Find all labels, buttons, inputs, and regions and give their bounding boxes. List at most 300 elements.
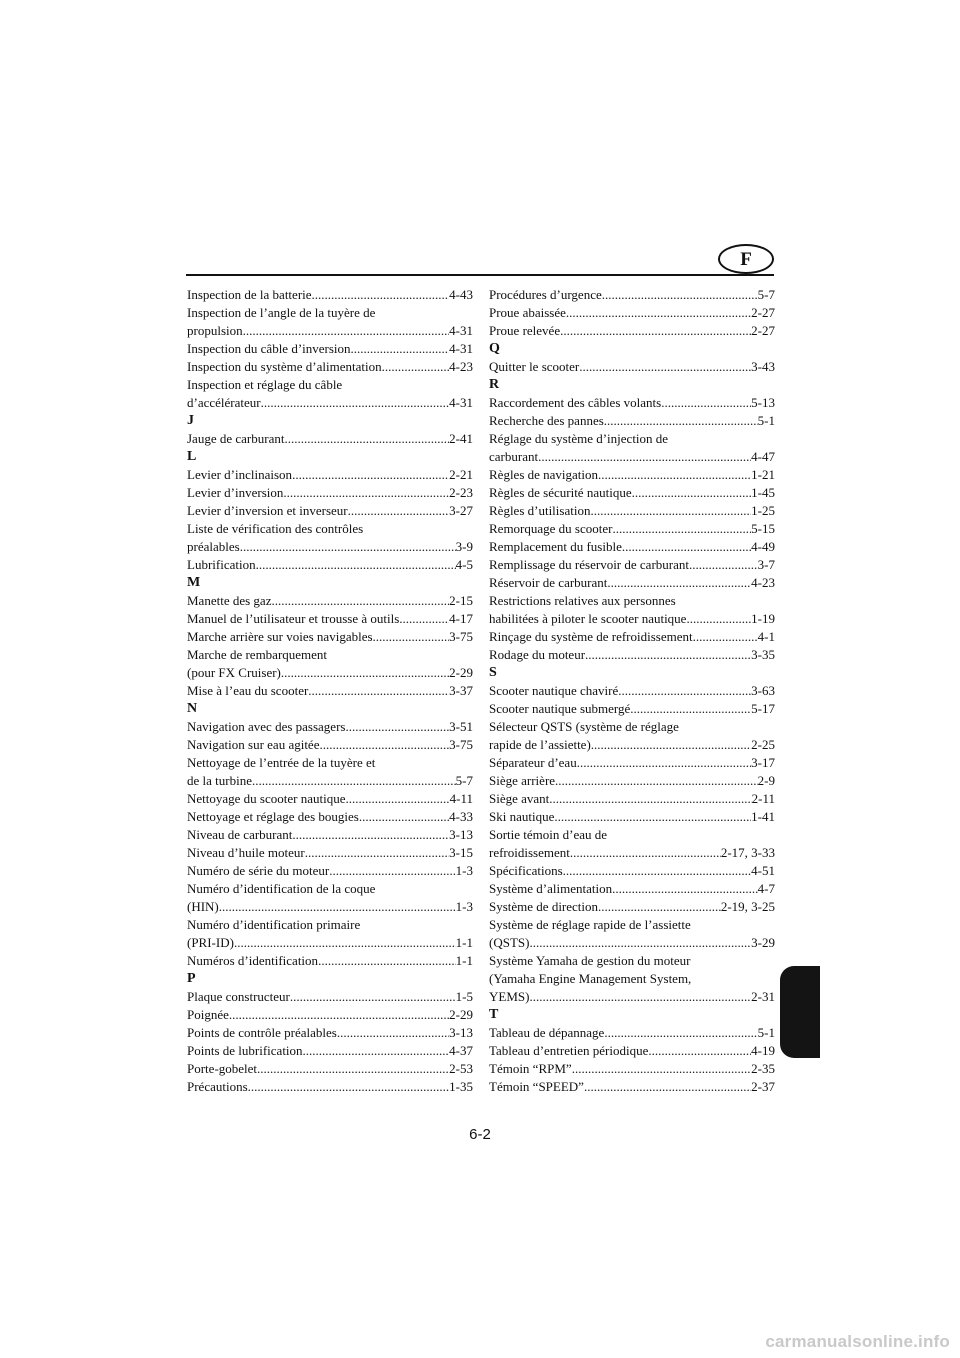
index-entry bbox=[187, 880, 473, 898]
dot-leader bbox=[305, 844, 449, 862]
index-entry-page: 2-9 bbox=[757, 773, 775, 788]
dot-leader bbox=[257, 1060, 449, 1078]
dot-leader bbox=[538, 448, 751, 466]
index-entry bbox=[187, 664, 473, 682]
dot-leader bbox=[256, 556, 456, 574]
index-entry-page: 4-49 bbox=[751, 539, 775, 554]
index-entry-text: Recherche des pannes bbox=[489, 413, 604, 428]
index-entry bbox=[489, 970, 775, 988]
index-entry-page: 1-3 bbox=[455, 899, 473, 914]
index-entry-text: Porte-gobelet bbox=[187, 1061, 258, 1076]
dot-leader bbox=[292, 466, 449, 484]
dot-leader bbox=[554, 808, 751, 826]
index-entry-text: Séparateur d’eau bbox=[489, 755, 577, 770]
dot-leader bbox=[577, 754, 751, 772]
dot-leader bbox=[585, 646, 751, 664]
dot-leader bbox=[243, 322, 450, 340]
index-entry-text: Marche arrière sur voies navigables bbox=[187, 629, 373, 644]
index-entry-page: 3-17 bbox=[751, 755, 775, 770]
index-entry-text: Témoin “SPEED” bbox=[489, 1079, 584, 1094]
dot-leader bbox=[598, 898, 721, 916]
index-letter-heading: L bbox=[187, 449, 197, 464]
index-entry-text: Proue relevée bbox=[489, 323, 561, 338]
dot-leader bbox=[248, 1078, 450, 1096]
index-entry-text: Mise à l’eau du scooter bbox=[187, 683, 309, 698]
dot-leader bbox=[319, 736, 449, 754]
index-entry-page: 2-21 bbox=[449, 467, 473, 482]
index-entry-text: carburant bbox=[489, 449, 539, 464]
index-entry bbox=[489, 772, 775, 790]
index-entry bbox=[187, 1006, 473, 1024]
index-entry-text: Restrictions relatives aux personnes bbox=[489, 593, 676, 608]
index-entry-text: Manette des gaz bbox=[187, 593, 272, 608]
dot-leader bbox=[689, 556, 758, 574]
index-entry-page: 1-25 bbox=[751, 503, 775, 518]
index-entry-page: 4-5 bbox=[455, 557, 473, 572]
index-entry bbox=[489, 628, 775, 646]
index-entry-text: (pour FX Cruiser) bbox=[187, 665, 281, 680]
dot-leader bbox=[252, 772, 456, 790]
index-entry bbox=[489, 826, 775, 844]
index-entry-page: 2-23 bbox=[449, 485, 473, 500]
index-entry-page: 2-27 bbox=[751, 323, 775, 338]
index-entry-text: Navigation sur eau agitée bbox=[187, 737, 320, 752]
index-letter-heading: T bbox=[489, 1007, 499, 1022]
index-entry bbox=[489, 394, 775, 412]
index-entry-page: 2-11 bbox=[751, 791, 775, 806]
dot-leader bbox=[560, 322, 751, 340]
index-entry-page: 3-35 bbox=[751, 647, 775, 662]
index-entry-text: (Yamaha Engine Management System, bbox=[489, 971, 692, 986]
index-entry bbox=[489, 412, 775, 430]
index-entry-page: 2-15 bbox=[449, 593, 473, 608]
index-entry bbox=[489, 682, 775, 700]
index-entry-page: 3-43 bbox=[751, 359, 775, 374]
index-entry bbox=[489, 538, 775, 556]
index-entry-page: 3-27 bbox=[449, 503, 473, 518]
index-entry-page: 4-11 bbox=[449, 791, 473, 806]
dot-leader bbox=[591, 736, 751, 754]
index-entry-text: Rinçage du système de refroidissement bbox=[489, 629, 693, 644]
index-entry bbox=[489, 592, 775, 610]
index-letter-heading: N bbox=[187, 701, 198, 716]
index-entry-text: Niveau de carburant bbox=[187, 827, 293, 842]
index-entry-page: 3-13 bbox=[449, 1025, 473, 1040]
index-entry-text: Nettoyage et réglage des bougies bbox=[187, 809, 359, 824]
index-entry-text: d’accélérateur bbox=[187, 395, 261, 410]
index-entry-page: 5-1 bbox=[757, 413, 775, 428]
dot-leader bbox=[348, 502, 450, 520]
dot-leader bbox=[240, 538, 456, 556]
dot-leader bbox=[351, 340, 450, 358]
index-entry-text: Système Yamaha de gestion du moteur bbox=[489, 953, 691, 968]
dot-leader bbox=[308, 682, 449, 700]
index-entry-text: préalables bbox=[187, 539, 240, 554]
index-entry-page: 3-37 bbox=[449, 683, 473, 698]
index-entry-text: Réglage du système d’injection de bbox=[489, 431, 669, 446]
index-entry-text: Levier d’inclinaison bbox=[187, 467, 293, 482]
dot-leader bbox=[292, 826, 449, 844]
index-entry-page: 5-17 bbox=[751, 701, 775, 716]
index-entry bbox=[187, 754, 473, 772]
index-entry-page: 2-29 bbox=[449, 665, 473, 680]
index-entry-page: 5-1 bbox=[757, 1025, 775, 1040]
index-entry bbox=[187, 340, 473, 358]
index-entry-page: 3-9 bbox=[455, 539, 473, 554]
dot-leader bbox=[345, 718, 449, 736]
index-entry-text: Numéro d’identification de la coque bbox=[187, 881, 376, 896]
index-entry-text: Remorquage du scooter bbox=[489, 521, 613, 536]
index-entry bbox=[489, 952, 775, 970]
index-entry bbox=[489, 1042, 775, 1060]
index-entry bbox=[187, 988, 473, 1006]
index-entry-text: Procédures d’urgence bbox=[489, 287, 602, 302]
index-entry-text: Tableau d’entretien périodique bbox=[489, 1043, 649, 1058]
dot-leader bbox=[590, 502, 751, 520]
index-entry bbox=[489, 844, 775, 862]
dot-leader bbox=[572, 1060, 751, 1078]
index-entry bbox=[489, 304, 775, 322]
index-entry bbox=[489, 808, 775, 826]
index-entry bbox=[489, 754, 775, 772]
index-entry-page: 5-7 bbox=[455, 773, 473, 788]
index-entry bbox=[187, 358, 473, 376]
index-entry-page: 4-1 bbox=[757, 629, 775, 644]
index-entry bbox=[489, 574, 775, 592]
index-entry bbox=[187, 1078, 473, 1096]
index-entry-text: Rodage du moteur bbox=[489, 647, 586, 662]
index-entry-page: 4-47 bbox=[751, 449, 775, 464]
section-tab bbox=[780, 966, 820, 1058]
dot-leader bbox=[661, 394, 751, 412]
index-entry-text: Tableau de dépannage bbox=[489, 1025, 605, 1040]
index-entry-text: Scooter nautique submergé bbox=[489, 701, 631, 716]
index-entry bbox=[489, 1078, 775, 1096]
index-entry-page: 3-29 bbox=[751, 935, 775, 950]
index-entry bbox=[187, 682, 473, 700]
index-entry-page: 2-27 bbox=[751, 305, 775, 320]
dot-leader bbox=[602, 286, 758, 304]
index-entry-text: Règles d’utilisation bbox=[489, 503, 591, 518]
index-entry-page: 1-45 bbox=[751, 485, 775, 500]
index-entry-text: (QSTS) bbox=[489, 935, 530, 950]
index-entry bbox=[489, 736, 775, 754]
index-entry bbox=[187, 718, 473, 736]
index-entry-text: Témoin “RPM” bbox=[489, 1061, 572, 1076]
index-entry-page: 2-17, 3-33 bbox=[720, 845, 775, 860]
index-entry-text: Système d’alimentation bbox=[489, 881, 613, 896]
index-entry-page: 2-37 bbox=[751, 1079, 775, 1094]
header-rule bbox=[186, 274, 774, 276]
index-entry-page: 4-31 bbox=[449, 341, 473, 356]
index-entry-page: 1-1 bbox=[455, 935, 473, 950]
index-entry bbox=[489, 988, 775, 1006]
index-entry-page: 4-31 bbox=[449, 395, 473, 410]
index-entry bbox=[187, 1024, 473, 1042]
dot-leader bbox=[566, 304, 751, 322]
index-entry bbox=[489, 430, 775, 448]
dot-leader bbox=[219, 898, 456, 916]
index-entry-text: Scooter nautique chaviré bbox=[489, 683, 619, 698]
index-entry-page: 3-7 bbox=[757, 557, 775, 572]
dot-leader bbox=[382, 358, 450, 376]
index-entry bbox=[187, 394, 473, 412]
page-number: 6-2 bbox=[469, 1126, 491, 1143]
dot-leader bbox=[563, 862, 752, 880]
index-entry bbox=[187, 1060, 473, 1078]
index-entry-text: Quitter le scooter bbox=[489, 359, 580, 374]
index-entry-text: (PRI-ID) bbox=[187, 935, 234, 950]
index-entry bbox=[187, 502, 473, 520]
index-entry-page: 4-51 bbox=[751, 863, 775, 878]
index-entry-text: Jauge de carburant bbox=[187, 431, 285, 446]
index-entry-page: 2-29 bbox=[449, 1007, 473, 1022]
index-entry-text: Précautions bbox=[187, 1079, 248, 1094]
index-entry-page: 2-19, 3-25 bbox=[720, 899, 775, 914]
index-entry-text: (HIN) bbox=[187, 899, 219, 914]
index-entry-page: 4-17 bbox=[449, 611, 473, 626]
index-entry bbox=[489, 322, 775, 340]
index-entry-text: Système de réglage rapide de l’assiette bbox=[489, 917, 691, 932]
dot-leader bbox=[570, 844, 721, 862]
index-entry bbox=[187, 1042, 473, 1060]
index-entry bbox=[489, 358, 775, 376]
index-entry-page: 2-35 bbox=[751, 1061, 775, 1076]
index-entry bbox=[187, 322, 473, 340]
index-entry-text: Inspection de la batterie bbox=[187, 287, 312, 302]
index-entry bbox=[187, 556, 473, 574]
index-entry bbox=[489, 466, 775, 484]
index-entry bbox=[187, 862, 473, 880]
index-entry bbox=[489, 718, 775, 736]
index-entry-text: rapide de l’assiette) bbox=[489, 737, 591, 752]
index-entry bbox=[489, 1024, 775, 1042]
index-entry bbox=[187, 466, 473, 484]
index-entry-page: 4-33 bbox=[449, 809, 473, 824]
index-entry-text: habilitées à piloter le scooter nautique bbox=[489, 611, 687, 626]
dot-leader bbox=[337, 1024, 449, 1042]
index-entry bbox=[489, 898, 775, 916]
index-entry-page: 3-15 bbox=[449, 845, 473, 860]
index-entry-page: 2-31 bbox=[751, 989, 775, 1004]
index-entry-page: 1-21 bbox=[751, 467, 775, 482]
index-entry-text: Navigation avec des passagers bbox=[187, 719, 346, 734]
index-entry-page: 1-5 bbox=[455, 989, 473, 1004]
index-letter-heading: J bbox=[187, 413, 194, 428]
index-entry bbox=[489, 700, 775, 718]
index-entry-text: Règles de navigation bbox=[489, 467, 599, 482]
index-entry-text: Nettoyage de l’entrée de la tuyère et bbox=[187, 755, 376, 770]
watermark: carmanualsonline.info bbox=[765, 1332, 950, 1351]
index-entry-text: Siège avant bbox=[489, 791, 550, 806]
dot-leader bbox=[373, 628, 450, 646]
index-entry-text: Poignée bbox=[187, 1007, 229, 1022]
index-entry-page: 1-35 bbox=[449, 1079, 473, 1094]
index-entry-text: YEMS) bbox=[489, 989, 530, 1004]
index-letter-heading: R bbox=[489, 377, 500, 392]
dot-leader bbox=[622, 538, 751, 556]
index-entry-page: 5-15 bbox=[751, 521, 775, 536]
dot-leader bbox=[607, 574, 751, 592]
index-entry bbox=[187, 916, 473, 934]
index-entry-text: Liste de vérification des contrôles bbox=[187, 521, 364, 536]
index-entry-text: Sortie témoin d’eau de bbox=[489, 827, 608, 842]
dot-leader bbox=[303, 1042, 450, 1060]
index-entry bbox=[489, 610, 775, 628]
dot-leader bbox=[281, 664, 449, 682]
index-column-left bbox=[187, 286, 473, 1096]
index-entry-page: 4-23 bbox=[751, 575, 775, 590]
index-entry-text: propulsion bbox=[187, 323, 243, 338]
index-entry-text: Manuel de l’utilisateur et trousse à outils bbox=[187, 611, 400, 626]
index-entry-page: 1-1 bbox=[455, 953, 473, 968]
index-entry-page: 4-43 bbox=[449, 287, 473, 302]
dot-leader bbox=[693, 628, 758, 646]
dot-leader bbox=[234, 934, 456, 952]
index-entry bbox=[187, 430, 473, 448]
dot-leader bbox=[329, 862, 455, 880]
index-entry bbox=[489, 484, 775, 502]
dot-leader bbox=[261, 394, 450, 412]
dot-leader bbox=[648, 1042, 751, 1060]
index-entry-text: Spécifications bbox=[489, 863, 563, 878]
index-entry-page: 4-19 bbox=[751, 1043, 775, 1058]
index-entry-page: 2-41 bbox=[449, 431, 473, 446]
dot-leader bbox=[555, 772, 758, 790]
dot-leader bbox=[686, 610, 751, 628]
index-column-right bbox=[489, 286, 775, 1096]
index-entry bbox=[187, 610, 473, 628]
index-entry-page: 5-7 bbox=[757, 287, 775, 302]
index-entry-text: de la turbine bbox=[187, 773, 252, 788]
index-entry-text: Points de lubrification bbox=[187, 1043, 303, 1058]
index-entry-text: Remplacement du fusible bbox=[489, 539, 622, 554]
index-entry bbox=[187, 808, 473, 826]
index-entry bbox=[489, 520, 775, 538]
index-entry-text: Réservoir de carburant bbox=[489, 575, 608, 590]
index-entry-page: 1-41 bbox=[751, 809, 775, 824]
index-entry-page: 3-51 bbox=[449, 719, 473, 734]
index-entry-text: Remplissage du réservoir de carburant bbox=[489, 557, 689, 572]
index-entry bbox=[187, 790, 473, 808]
index-entry-text: Lubrification bbox=[187, 557, 256, 572]
index-entry bbox=[187, 736, 473, 754]
dot-leader bbox=[284, 430, 449, 448]
index-entry-text: Nettoyage du scooter nautique bbox=[187, 791, 346, 806]
dot-leader bbox=[529, 988, 751, 1006]
index-letter-heading: Q bbox=[489, 341, 500, 356]
index-entry-page: 2-25 bbox=[751, 737, 775, 752]
index-entry-text: Inspection et réglage du câble bbox=[187, 377, 343, 392]
index-entry bbox=[187, 646, 473, 664]
index-entry bbox=[187, 304, 473, 322]
dot-leader bbox=[312, 286, 450, 304]
index-entry bbox=[187, 952, 473, 970]
index-entry bbox=[489, 862, 775, 880]
dot-leader bbox=[618, 682, 751, 700]
index-entry-text: Levier d’inversion et inverseur bbox=[187, 503, 348, 518]
index-entry-page: 4-37 bbox=[449, 1043, 473, 1058]
dot-leader bbox=[630, 700, 751, 718]
index-entry-text: Marche de rembarquement bbox=[187, 647, 328, 662]
dot-leader bbox=[598, 466, 751, 484]
index-entry-page: 3-75 bbox=[449, 737, 473, 752]
index-entry bbox=[187, 376, 473, 394]
index-entry-page: 4-23 bbox=[449, 359, 473, 374]
dot-leader bbox=[529, 934, 751, 952]
index-entry-page: 4-31 bbox=[449, 323, 473, 338]
index-entry bbox=[187, 592, 473, 610]
index-entry bbox=[489, 934, 775, 952]
index-entry-page: 1-19 bbox=[751, 611, 775, 626]
index-entry bbox=[187, 772, 473, 790]
index-entry-text: Plaque constructeur bbox=[187, 989, 290, 1004]
dot-leader bbox=[399, 610, 449, 628]
index-letter-heading: M bbox=[187, 575, 201, 590]
index-entry-page: 3-13 bbox=[449, 827, 473, 842]
index-entry bbox=[489, 448, 775, 466]
index-entry bbox=[187, 844, 473, 862]
index-entry bbox=[489, 1060, 775, 1078]
language-badge: F bbox=[718, 244, 774, 274]
index-entry-text: Ski nautique bbox=[489, 809, 555, 824]
index-entry-page: 2-53 bbox=[449, 1061, 473, 1076]
index-entry-text: refroidissement bbox=[489, 845, 570, 860]
dot-leader bbox=[584, 1078, 751, 1096]
index-entry-text: Inspection de l’angle de la tuyère de bbox=[187, 305, 376, 320]
index-entry bbox=[489, 790, 775, 808]
dot-leader bbox=[632, 484, 752, 502]
dot-leader bbox=[612, 880, 758, 898]
dot-leader bbox=[345, 790, 449, 808]
index-letter-heading: P bbox=[187, 971, 196, 986]
index-entry bbox=[187, 484, 473, 502]
dot-leader bbox=[318, 952, 456, 970]
dot-leader bbox=[612, 520, 751, 538]
index-entry-text: Proue abaissée bbox=[489, 305, 566, 320]
dot-leader bbox=[359, 808, 449, 826]
index-letter-heading: S bbox=[489, 665, 497, 680]
index-entry bbox=[489, 916, 775, 934]
dot-leader bbox=[283, 484, 449, 502]
index-entry bbox=[187, 538, 473, 556]
index-entry-text: Raccordement des câbles volants bbox=[489, 395, 662, 410]
dot-leader bbox=[579, 358, 751, 376]
index-entry bbox=[187, 826, 473, 844]
index-entry-text: Points de contrôle préalables bbox=[187, 1025, 337, 1040]
index-entry bbox=[187, 286, 473, 304]
dot-leader bbox=[290, 988, 456, 1006]
index-entry bbox=[489, 880, 775, 898]
index-entry bbox=[489, 502, 775, 520]
index-entry bbox=[187, 520, 473, 538]
dot-leader bbox=[604, 1024, 757, 1042]
index-entry-text: Numéro de série du moteur bbox=[187, 863, 330, 878]
index-entry bbox=[187, 898, 473, 916]
index-entry-text: Sélecteur QSTS (système de réglage bbox=[489, 719, 679, 734]
index-entry-page: 4-7 bbox=[757, 881, 775, 896]
dot-leader bbox=[549, 790, 751, 808]
index-entry-text: Inspection du câble d’inversion bbox=[187, 341, 351, 356]
index-entry-page: 3-63 bbox=[751, 683, 775, 698]
index-entry bbox=[489, 286, 775, 304]
index-entry-page: 3-75 bbox=[449, 629, 473, 644]
index-entry bbox=[489, 646, 775, 664]
index-entry-text: Levier d’inversion bbox=[187, 485, 284, 500]
dot-leader bbox=[271, 592, 449, 610]
index-entry-text: Système de direction bbox=[489, 899, 599, 914]
dot-leader bbox=[229, 1006, 449, 1024]
